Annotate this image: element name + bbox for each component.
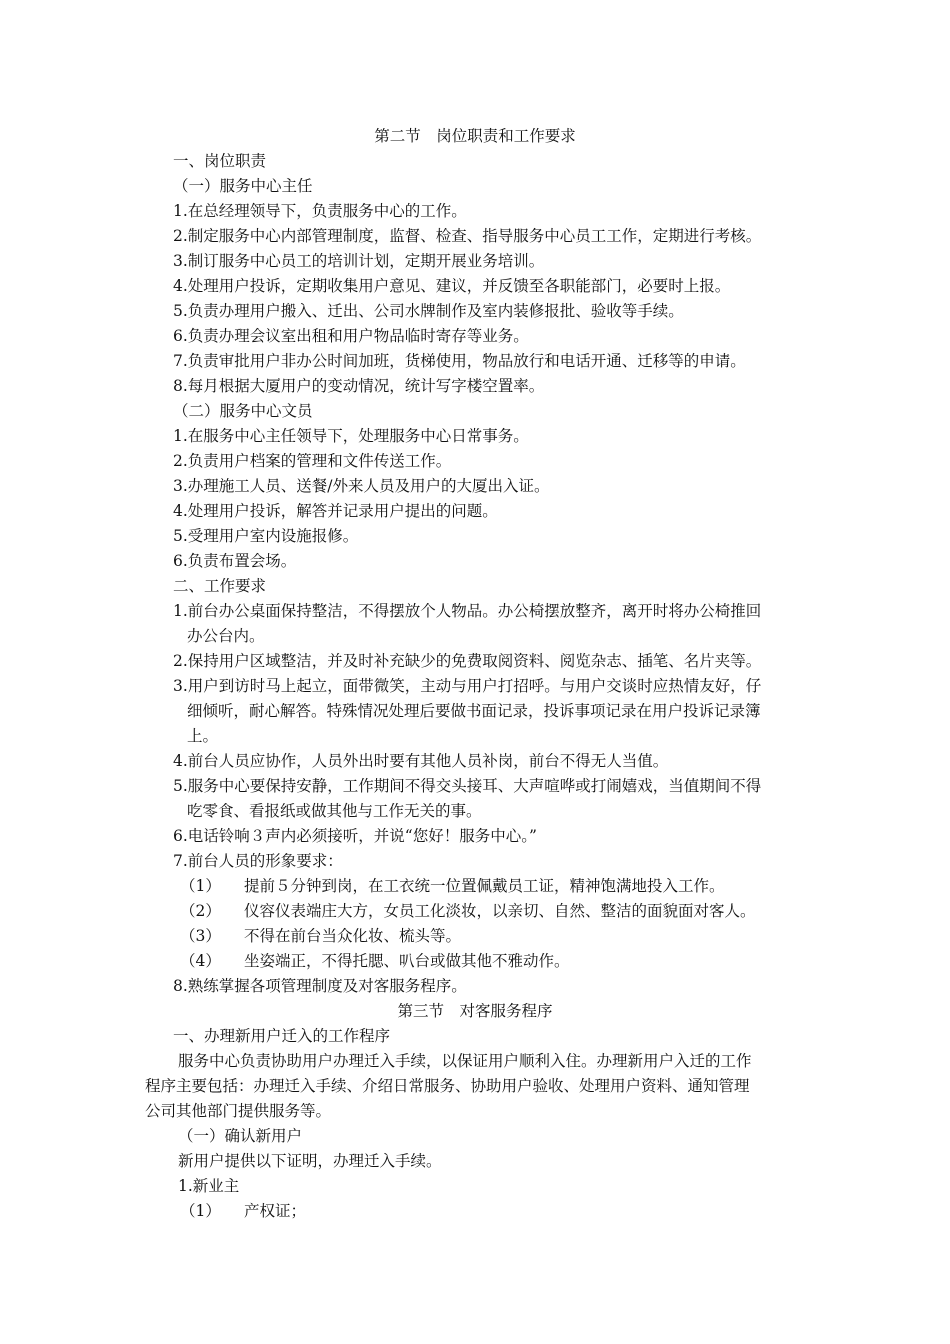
part-1-heading: 一、岗位职责 bbox=[173, 152, 267, 170]
director-item: 3.制订服务中心员工的培训计划，定期开展业务培训。 bbox=[173, 252, 545, 270]
clerk-item: 4.处理用户投诉，解答并记录用户提出的问题。 bbox=[173, 502, 498, 520]
requirement-line: 5.服务中心要保持安静，工作期间不得交头接耳、大声喧哗或打闹嬉戏，当值期间不得 bbox=[173, 777, 762, 795]
sub-item-number: （3） bbox=[180, 927, 221, 945]
requirement-line: 6.电话铃响３声内必须接听，并说“您好！服务中心。” bbox=[173, 827, 537, 845]
intro-paragraph-line: 程序主要包括：办理迁入手续、介绍日常服务、协助用户验收、处理用户资料、通知管理 bbox=[145, 1077, 750, 1095]
requirement-line: 3.用户到访时马上起立，面带微笑，主动与用户打招呼。与用户交谈时应热情友好，仔 bbox=[173, 677, 762, 695]
requirement-line: 7.前台人员的形象要求： bbox=[173, 852, 343, 870]
clerk-item: 1.在服务中心主任领导下，处理服务中心日常事务。 bbox=[173, 427, 529, 445]
director-item: 5.负责办理用户搬入、迁出、公司水牌制作及室内装修报批、验收等手续。 bbox=[173, 302, 684, 320]
intro-paragraph-line: 公司其他部门提供服务等。 bbox=[145, 1102, 332, 1120]
sub-heading-text: 新用户提供以下证明，办理迁入手续。 bbox=[178, 1152, 442, 1170]
section-2-title: 第二节 岗位职责和工作要求 bbox=[374, 127, 576, 145]
image-requirement-item bbox=[180, 876, 725, 896]
image-requirement-item bbox=[180, 901, 756, 921]
director-item: 4.处理用户投诉，定期收集用户意见、建议，并反馈至各职能部门，必要时上报。 bbox=[173, 277, 731, 295]
sub-item-text: 仪容仪表端庄大方，女员工化淡妆，以亲切、自然、整洁的面貌面对客人。 bbox=[244, 902, 756, 920]
sub-item-number: （4） bbox=[180, 952, 221, 970]
requirement-line: 上。 bbox=[187, 727, 219, 745]
director-item: 7.负责审批用户非办公时间加班，货梯使用，物品放行和电话开通、迁移等的申请。 bbox=[173, 352, 746, 370]
sub-item-number: （1） bbox=[180, 877, 221, 895]
sub-heading-confirm-user: （一）确认新用户 bbox=[178, 1127, 303, 1145]
sub-item-number: （2） bbox=[180, 902, 221, 920]
owner-item bbox=[180, 1201, 306, 1221]
requirement-line: 1.前台办公桌面保持整洁，不得摆放个人物品。办公椅摆放整齐，离开时将办公椅推回 bbox=[173, 602, 762, 620]
sub-item-number: （1） bbox=[180, 1202, 221, 1220]
image-requirement-item bbox=[180, 951, 570, 971]
clerk-item: 5.受理用户室内设施报修。 bbox=[173, 527, 359, 545]
new-owner-heading: 1.新业主 bbox=[178, 1177, 240, 1195]
section-3-title: 第三节 对客服务程序 bbox=[397, 1002, 553, 1020]
director-item: 2.制定服务中心内部管理制度，监督、检查、指导服务中心员工工作，定期进行考核。 bbox=[173, 227, 762, 245]
requirement-line: 4.前台人员应协作，人员外出时要有其他人员补岗，前台不得无人当值。 bbox=[173, 752, 669, 770]
director-item: 6.负责办理会议室出租和用户物品临时寄存等业务。 bbox=[173, 327, 529, 345]
sub-item-text: 产权证； bbox=[244, 1202, 307, 1220]
clerk-item: 6.负责布置会场。 bbox=[173, 552, 297, 570]
sub-item-text: 不得在前台当众化妆、梳头等。 bbox=[244, 927, 462, 945]
clerk-item: 3.办理施工人员、送餐/外来人员及用户的大厦出入证。 bbox=[173, 477, 550, 495]
sub-item-text: 提前５分钟到岗，在工衣统一位置佩戴员工证，精神饱满地投入工作。 bbox=[244, 877, 725, 895]
requirement-line: 8.熟练掌握各项管理制度及对客服务程序。 bbox=[173, 977, 467, 995]
director-item: 8.每月根据大厦用户的变动情况，统计写字楼空置率。 bbox=[173, 377, 545, 395]
part-2-heading: 二、工作要求 bbox=[173, 577, 267, 595]
clerk-heading: （二）服务中心文员 bbox=[173, 402, 313, 420]
requirement-line: 办公台内。 bbox=[187, 627, 265, 645]
clerk-item: 2.负责用户档案的管理和文件传送工作。 bbox=[173, 452, 452, 470]
section-3-part-1-heading: 一、办理新用户迁入的工作程序 bbox=[173, 1027, 391, 1045]
intro-paragraph-line: 服务中心负责协助用户办理迁入手续，以保证用户顺利入住。办理新用户入迁的工作 bbox=[178, 1052, 752, 1070]
director-item: 1.在总经理领导下，负责服务中心的工作。 bbox=[173, 202, 467, 220]
requirement-line: 吃零食、看报纸或做其他与工作无关的事。 bbox=[187, 802, 482, 820]
director-heading: （一）服务中心主任 bbox=[173, 177, 313, 195]
image-requirement-item bbox=[180, 926, 461, 946]
sub-item-text: 坐姿端正，不得托腮、叭台或做其他不雅动作。 bbox=[244, 952, 570, 970]
requirement-line: 2.保持用户区域整洁，并及时补充缺少的免费取阅资料、阅览杂志、插笔、名片夹等。 bbox=[173, 652, 762, 670]
requirement-line: 细倾听，耐心解答。特殊情况处理后要做书面记录，投诉事项记录在用户投诉记录簿 bbox=[187, 702, 761, 720]
